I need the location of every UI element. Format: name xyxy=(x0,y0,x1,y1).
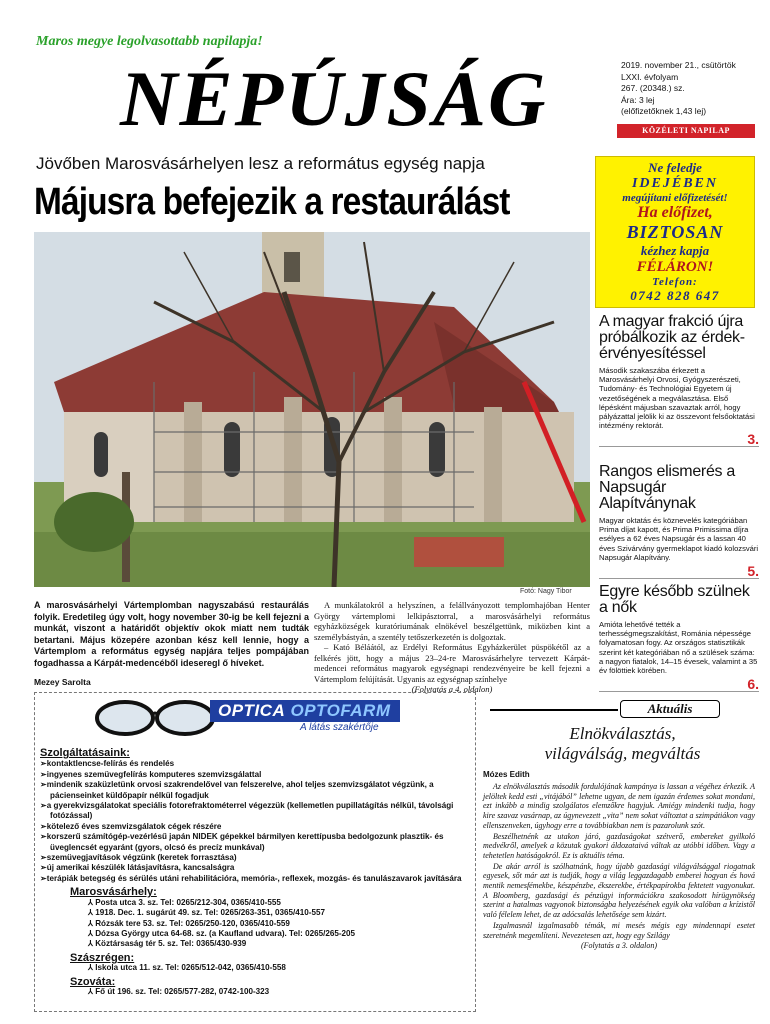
city-heading: Szováta: xyxy=(70,975,116,988)
service-item: ➢korszerű számítógép-vezérlésű japán NIDEK gépekkel bármilyen kerettípusba bedolgozunk plasztik- és üveglencsét egyaránt (gyors, olcsó és precíz munkával) xyxy=(40,832,444,852)
service-item: ➢ingyenes szemüvegfelírás komputeres szemvizsgálattal xyxy=(40,769,262,779)
service-item: ➢új amerikai készülék látásjavításra, kancsalságra xyxy=(40,863,235,873)
optics-details xyxy=(40,748,470,997)
service-item: ➢szemüvegjavítások végzünk (keretek forrasztása) xyxy=(40,853,237,863)
aktualis-label: Aktuális xyxy=(620,700,720,718)
teaser-text: Második szakaszába érkezett a Marosvásárhelyi Orvosi, Gyógyszerészeti, Tudomány- és Technológiai Egyetem új vezetőségének a megválasztása. Első lépésként májusban szavaztak arról, hogy pályázattal jelölik ki az összevont felsőoktatási intézmény rektorát. xyxy=(599,366,755,431)
aktualis-rule xyxy=(490,709,618,711)
promo-line: kézhez kapja xyxy=(640,243,710,258)
teaser-title[interactable]: A magyar frakció újra próbálkozik az érdek-érvényesítéssel xyxy=(599,313,745,362)
aktualis-body xyxy=(483,782,755,952)
lead-body-paragraph: A munkálatokról a helyszínen, a felállványozott templomhajóban Henter György vártemplomi lelkipásztorral, a marosvásárhelyi református egyházközségek kuratóriumának elnökével beszélgettünk, miközben kint a személybástyán, a szentély tetőszerkezetén is dolgoztak. xyxy=(314,600,590,642)
glasses-icon xyxy=(90,696,220,746)
aktualis-title-line: világválság, megváltás xyxy=(544,744,701,763)
issue-subscriber-price: (előfizetőknek 1,43 lej) xyxy=(621,106,707,116)
promo-line: BIZTOSAN xyxy=(626,222,724,242)
promo-line: Ha előfizet, xyxy=(637,204,713,221)
aktualis-byline: Mózes Edith xyxy=(483,770,530,779)
issue-date: 2019. november 21., csütörtök xyxy=(621,60,736,70)
masthead-title: NÉPÚJSÁG xyxy=(120,55,548,142)
aktualis-title[interactable] xyxy=(490,724,755,764)
teaser-page[interactable]: 3. xyxy=(599,432,759,447)
lead-byline: Mezey Sarolta xyxy=(34,677,91,687)
service-item: ➢a gyerekvizsgálatokat speciális fotorefraktométerrel végezzük (kellemetlen pupillatágítás nélkül, távolsági fotózással) xyxy=(40,801,454,821)
teaser-title[interactable]: Rangos elismerés a Napsugár Alapítványnak xyxy=(599,463,735,512)
issue-info xyxy=(621,60,736,118)
teaser-title[interactable]: Egyre később szülnek a nők xyxy=(599,583,750,616)
subscription-promo xyxy=(595,156,755,308)
aktualis-paragraph: Az elnökválasztás második fordulójának kampánya is lassan a végéhez érkezik. A jelöltek kedd esti „vitájából” lehetne ugyan, de nem igazán érdemes sokat mondani, ezt inkább a mindig szolgálatos elemzőkre hagyjuk. Amiégy mindenki tudja, hogy kire szavaz vasárnap, az úgynevezett „vita” nem sokat változtat a szimpátiákon vagy ellenszenveken, úgyhogy erre a továbbiakban nem is pazarolunk szót. xyxy=(483,782,755,830)
service-item: ➢mindenik szaküzletünk orvosi szakrendelővel van felszerelve, ahol teljes szemvizsgálatot végzünk, a pácienseinket küldőpapír nélkül fogadjuk xyxy=(40,780,434,800)
optics-brand-a: OPTICA xyxy=(218,701,286,720)
promo-line: FÉLÁRON! xyxy=(636,259,714,275)
church-illustration xyxy=(34,232,590,587)
aktualis-paragraph: De akár arról is szólhatnánk, hogy újabb gazdasági világválsággal riogatnak egyesek, sőt már azt is tudják, hogy a világ leggazdagabb emberei hogyan és hová mentik nemesfémekbe, készpénzbe, ékszerekbe, értékpapírokba fektetett vagyonukat. A Bloomberg, gazdasági és pénzügyi információkra szakosodott hírügynökség szerint a hatalmas vagyonok biztonságba helyezésének egyik oka valóban a krízistől való félelem lehet, de az adócsalás lehetősége sem kizárt. xyxy=(483,861,755,920)
address-line: ⅄ Rózsák tere 53. sz. Tel: 0265/250-120, 0365/410-559 xyxy=(88,918,290,928)
optics-brand-b: OPTOFARM xyxy=(290,701,391,720)
promo-phone: 0742 828 647 xyxy=(630,288,720,303)
teaser-page[interactable]: 6. xyxy=(599,677,759,692)
address-line: ⅄ Iskola utca 11. sz. Tel: 0265/512-042, 0365/410-558 xyxy=(88,963,286,973)
promo-line: megújítani előfizetését! xyxy=(622,192,728,204)
teaser-faction[interactable] xyxy=(599,314,759,447)
promo-line: Telefon: xyxy=(652,276,698,288)
promo-line: IDEJÉBEN xyxy=(631,176,719,191)
lead-headline: Májusra befejezik a restaurálást xyxy=(34,181,510,223)
optics-brand xyxy=(210,700,400,722)
aktualis-paragraph: Izgalmasnál izgalmasabb témák, mi mesés mégis egy mindennapi esetet szeretnénk megemlíteni. Nevezetesen azt, hogy egy Szilágy xyxy=(483,920,755,940)
lead-body-paragraph: – Kató Béláától, az Erdélyi Református Egyházkerület püspökétől az a felkérés jött, hogy a május 23–24-re Marosvásárhelyre tervezett Kárpát-medencei református magyarok egységnapi rendezvényeire be kell fejezni a Vártemplom felújítását. Ugyanis az egységnap színhelye xyxy=(314,642,590,684)
lead-summary: A marosvásárhelyi Vártemplomban nagyszabású restaurálás folyik. Eredetileg úgy volt, hogy november 30-ig be kell fejezni a munkát, viszont a határidőt objektív okok miatt nem tudták betartani. Május közepére azonban kész kell lennie, hogy a Vártemplom a református egység napjára teljes pompájában fogadhassa a Kárpát-medencéből ideseregl ő híveket. xyxy=(34,600,309,668)
church-photo xyxy=(34,232,590,587)
teaser-page[interactable]: 5. xyxy=(599,564,759,579)
issue-number: 267. (20348.) sz. xyxy=(621,83,685,93)
promo-line: Ne feledje xyxy=(648,160,702,175)
optics-subtitle: A látás szakértője xyxy=(300,722,379,733)
teaser-napsugar[interactable] xyxy=(599,464,759,579)
address-line: ⅄ Fő út 196. sz. Tel: 0265/577-282, 0742-100-323 xyxy=(88,986,270,996)
masthead-banner: KÖZÉLETI NAPILAP xyxy=(617,124,755,138)
service-item: ➢kötelező éves szemvizsgálatok cégek részére xyxy=(40,821,222,831)
issue-price: Ára: 3 lej xyxy=(621,94,655,105)
aktualis-title-line: Elnökválasztás, xyxy=(569,724,676,743)
address-line: ⅄ Dózsa György utca 64-68. sz. (a Kaufland udvara). Tel: 0265/265-205 xyxy=(88,928,356,938)
lead-continued[interactable]: (Folytatás a 4. oldalon) xyxy=(411,684,493,694)
lead-kicker: Jövőben Marosvásárhelyen lesz a református egység napja xyxy=(36,154,485,173)
services-title: Szolgáltatásaink: xyxy=(40,747,130,759)
address-line: ⅄ Köztársaság tér 5. sz. Tel: 0365/430-939 xyxy=(88,939,247,949)
aktualis-paragraph: Beszélhetnénk az utakon járó, gazdaságokat szétverő, embereket gyilkoló medvékről, amelyek a közutak gyakori áldozataivá váltak az utóbbi időben. Vagy a tehetetlen hatóságokról. Ez is aktuális téma. xyxy=(483,831,755,860)
city-heading: Szászrégen: xyxy=(70,951,135,964)
service-item: ➢kontaktlencse-felírás és rendelés xyxy=(40,759,175,769)
address-line: ⅄ 1918. Dec. 1. sugárút 49. sz. Tel: 0265/263-351, 0365/410-557 xyxy=(88,908,325,918)
issue-volume: LXXI. évfolyam xyxy=(621,71,679,82)
masthead-slogan: Maros megye legolvasottabb napilapja! xyxy=(36,34,263,49)
photo-credit: Fotó: Nagy Tibor xyxy=(520,588,572,595)
teaser-text: Amióta lehetővé tették a terhességmegszakítást, Románia népessége folyamatosan fogy. Az országos statisztikák szerint két kategóriában nő a szülések száma: a nagyon fiatalok, 14–15 évesek, valamint a 35 év fölöttiek körében. xyxy=(599,620,758,676)
teaser-text: Magyar oktatás és köznevelés kategóriában Prima díjat kapott, és Prima Primissima díjra esélyes a 62 éves Napsugár és a lassan 40 éves Szivárvány gyermeklapot kiadó kolozsvári Napsugár Alapítvány. xyxy=(599,516,759,562)
teaser-births[interactable] xyxy=(599,584,759,692)
address-line: ⅄ Posta utca 3. sz. Tel: 0265/212-304, 0365/410-555 xyxy=(88,897,281,907)
city-heading: Marosvásárhely: xyxy=(70,886,157,899)
aktualis-continued[interactable]: (Folytatás a 3. oldalon) xyxy=(581,941,657,951)
service-item: ➢terápiák betegség és sérülés utáni rehabilitációra, memória-, reflexek, mozgás- és tanulászavarok javítására xyxy=(40,873,462,883)
lead-body xyxy=(314,600,590,695)
